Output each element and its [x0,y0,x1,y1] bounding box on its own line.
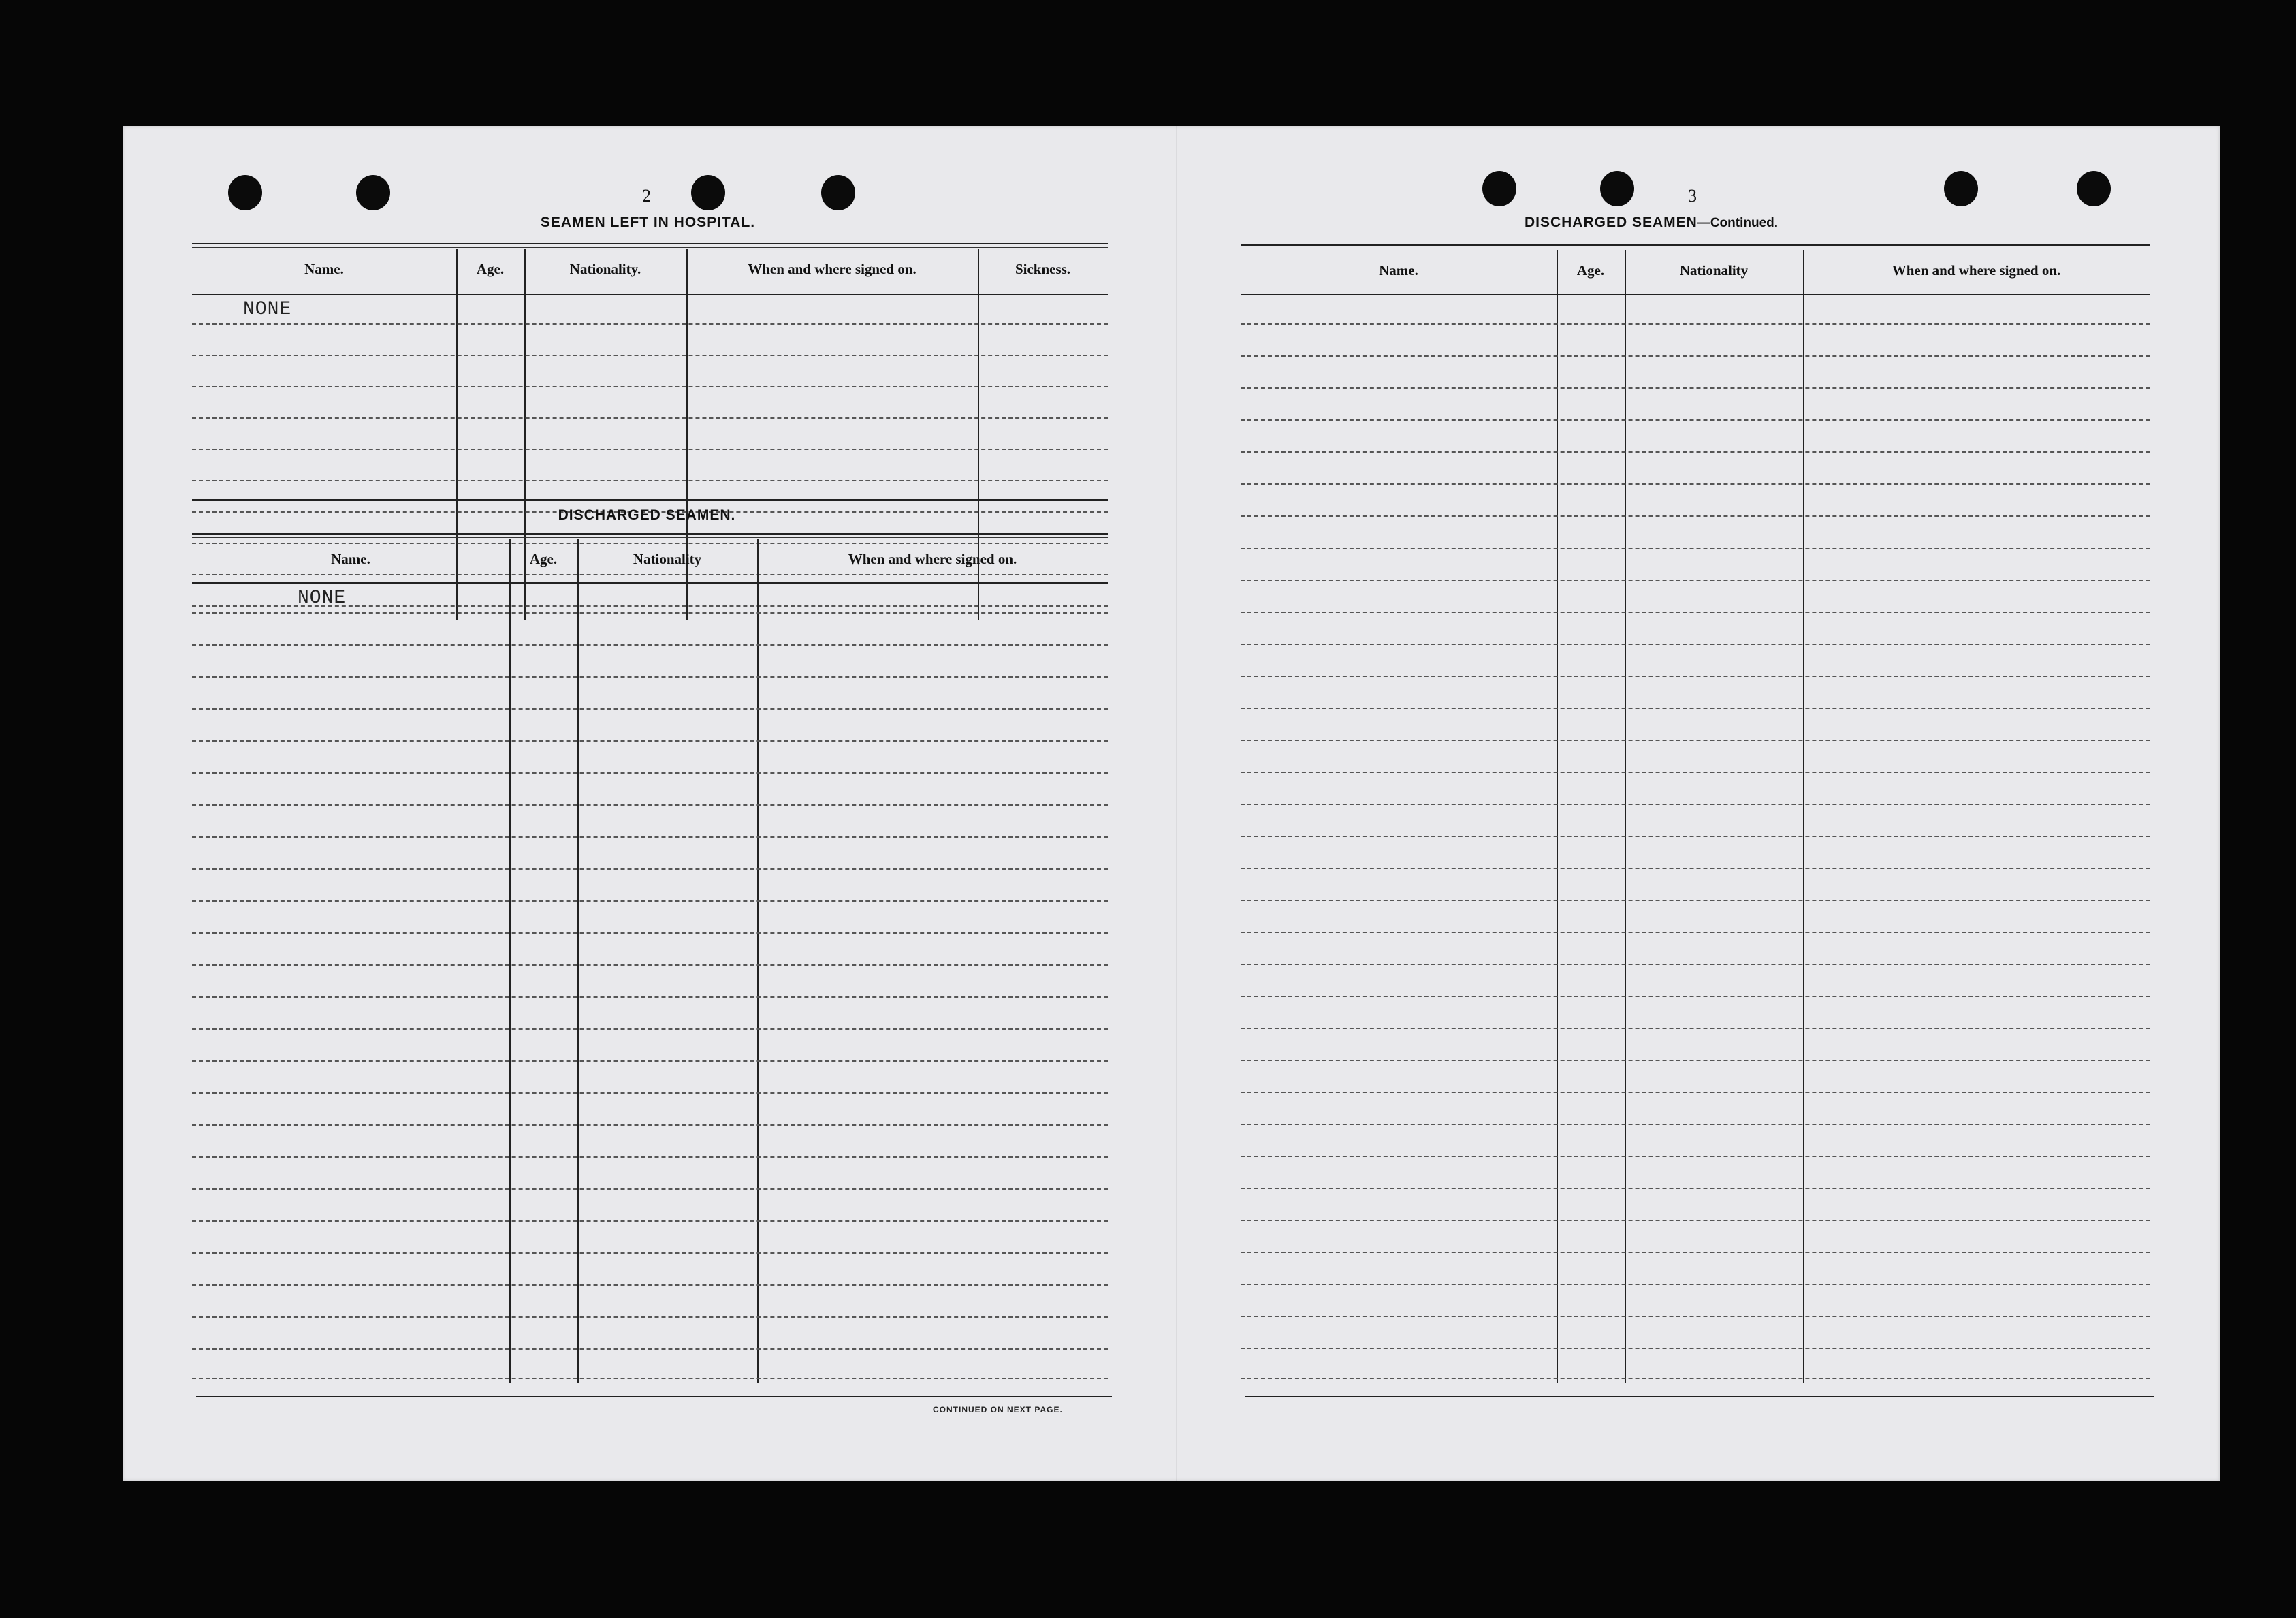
punch-hole [228,175,262,210]
discharged-table-right [1241,250,2150,1383]
punch-hole [1482,171,1516,206]
page-number-left: 2 [642,186,651,206]
col-header-name: Name. [304,261,344,277]
row-line [192,676,1108,678]
col-header-signed-on: When and where signed on. [848,551,1017,567]
discharged-section-title: DISCHARGED SEAMEN. [558,507,736,523]
row-line [192,355,1108,356]
column-divider [757,539,759,1383]
header-rule [192,582,1108,584]
row-line [192,417,1108,419]
row-line [1241,1220,2150,1221]
row-line [1241,612,2150,613]
col-header-signed-on: When and where signed on. [748,261,916,277]
right-top-rule [1241,244,2150,246]
row-line [1241,1378,2150,1379]
discharged-top-rule [192,537,1108,538]
header-rule [192,294,1108,295]
row-line [192,644,1108,646]
punch-hole [356,175,390,210]
row-line [192,1284,1108,1286]
row-line [192,964,1108,966]
page-fold [1176,126,1177,1481]
row-line [192,1188,1108,1190]
row-line [192,449,1108,450]
row-line [192,1348,1108,1350]
column-divider [509,539,511,1383]
row-line [1241,580,2150,581]
row-line [1241,740,2150,741]
col-header-name: Name. [1379,262,1418,279]
row-line [1241,900,2150,901]
row-line [192,772,1108,774]
row-line [1241,996,2150,997]
row-line [1241,644,2150,645]
row-line [1241,451,2150,453]
bottom-rule-right [1245,1396,2154,1397]
discharged-continued-title-main: DISCHARGED SEAMEN [1524,215,1697,230]
discharged-top-rule [192,499,1108,501]
row-line [192,612,1108,614]
punch-hole [691,175,725,210]
row-line [1241,1252,2150,1253]
row-line [1241,1060,2150,1061]
row-line [192,836,1108,838]
col-header-name: Name. [331,551,370,567]
hospital-section-title: SEAMEN LEFT IN HOSPITAL. [540,215,756,230]
discharged-table-left [192,539,1108,1383]
col-header-nationality: Nationality. [569,261,641,277]
row-line [1241,1348,2150,1349]
row-line [1241,836,2150,837]
row-line [192,323,1108,325]
row-line [192,1060,1108,1062]
row-line [192,804,1108,806]
row-line [1241,387,2150,389]
col-header-age: Age. [1576,262,1605,279]
row-line [192,1220,1108,1222]
row-line [192,386,1108,387]
row-line [1241,515,2150,517]
row-line [192,1156,1108,1158]
row-line [1241,1092,2150,1093]
col-header-sickness: Sickness. [1015,261,1071,277]
row-line [1241,932,2150,933]
row-line [1241,355,2150,357]
hospital-top-rule [192,247,1108,248]
row-line [1241,676,2150,677]
row-line [1241,708,2150,709]
col-header-age: Age. [476,261,505,277]
row-line [192,932,1108,934]
row-line [1241,1284,2150,1285]
row-line [1241,772,2150,773]
discharged-entry-name: NONE [298,588,347,609]
row-line [1241,1028,2150,1029]
row-line [1241,323,2150,325]
continued-note: CONTINUED ON NEXT PAGE. [933,1405,1063,1414]
row-line [1241,1188,2150,1189]
row-line [192,868,1108,870]
continued-suffix: —Continued. [1697,216,1779,230]
col-header-age: Age. [529,551,558,567]
row-line [1241,548,2150,549]
row-line [1241,1316,2150,1317]
col-header-signed-on: When and where signed on. [1892,262,2061,279]
row-line [1241,1124,2150,1125]
row-line [192,1028,1108,1030]
row-line [192,740,1108,742]
bottom-rule-left [196,1396,1112,1397]
row-line [1241,483,2150,485]
punch-hole [2077,171,2111,206]
hospital-top-rule [192,243,1108,244]
row-line [192,996,1108,998]
header-rule [1241,294,2150,295]
row-line [1241,868,2150,869]
row-line [1241,964,2150,965]
row-line [192,1092,1108,1094]
col-header-nationality: Nationality [633,551,702,567]
row-line [192,708,1108,710]
row-line [192,480,1108,481]
row-line [192,1124,1108,1126]
row-line [192,1378,1108,1379]
page-number-right: 3 [1688,186,1697,206]
row-line [1241,419,2150,421]
discharged-continued-title [1508,215,1794,231]
row-line [1241,1156,2150,1157]
ledger-sheet [123,126,2220,1481]
hospital-entry-name: NONE [243,299,292,320]
col-header-nationality: Nationality [1679,262,1749,279]
punch-hole [821,175,855,210]
row-line [192,1316,1108,1318]
punch-hole [1944,171,1978,206]
discharged-top-rule [192,533,1108,535]
row-line [192,900,1108,902]
row-line [192,1252,1108,1254]
column-divider [577,539,579,1383]
row-line [1241,804,2150,805]
punch-hole [1600,171,1634,206]
